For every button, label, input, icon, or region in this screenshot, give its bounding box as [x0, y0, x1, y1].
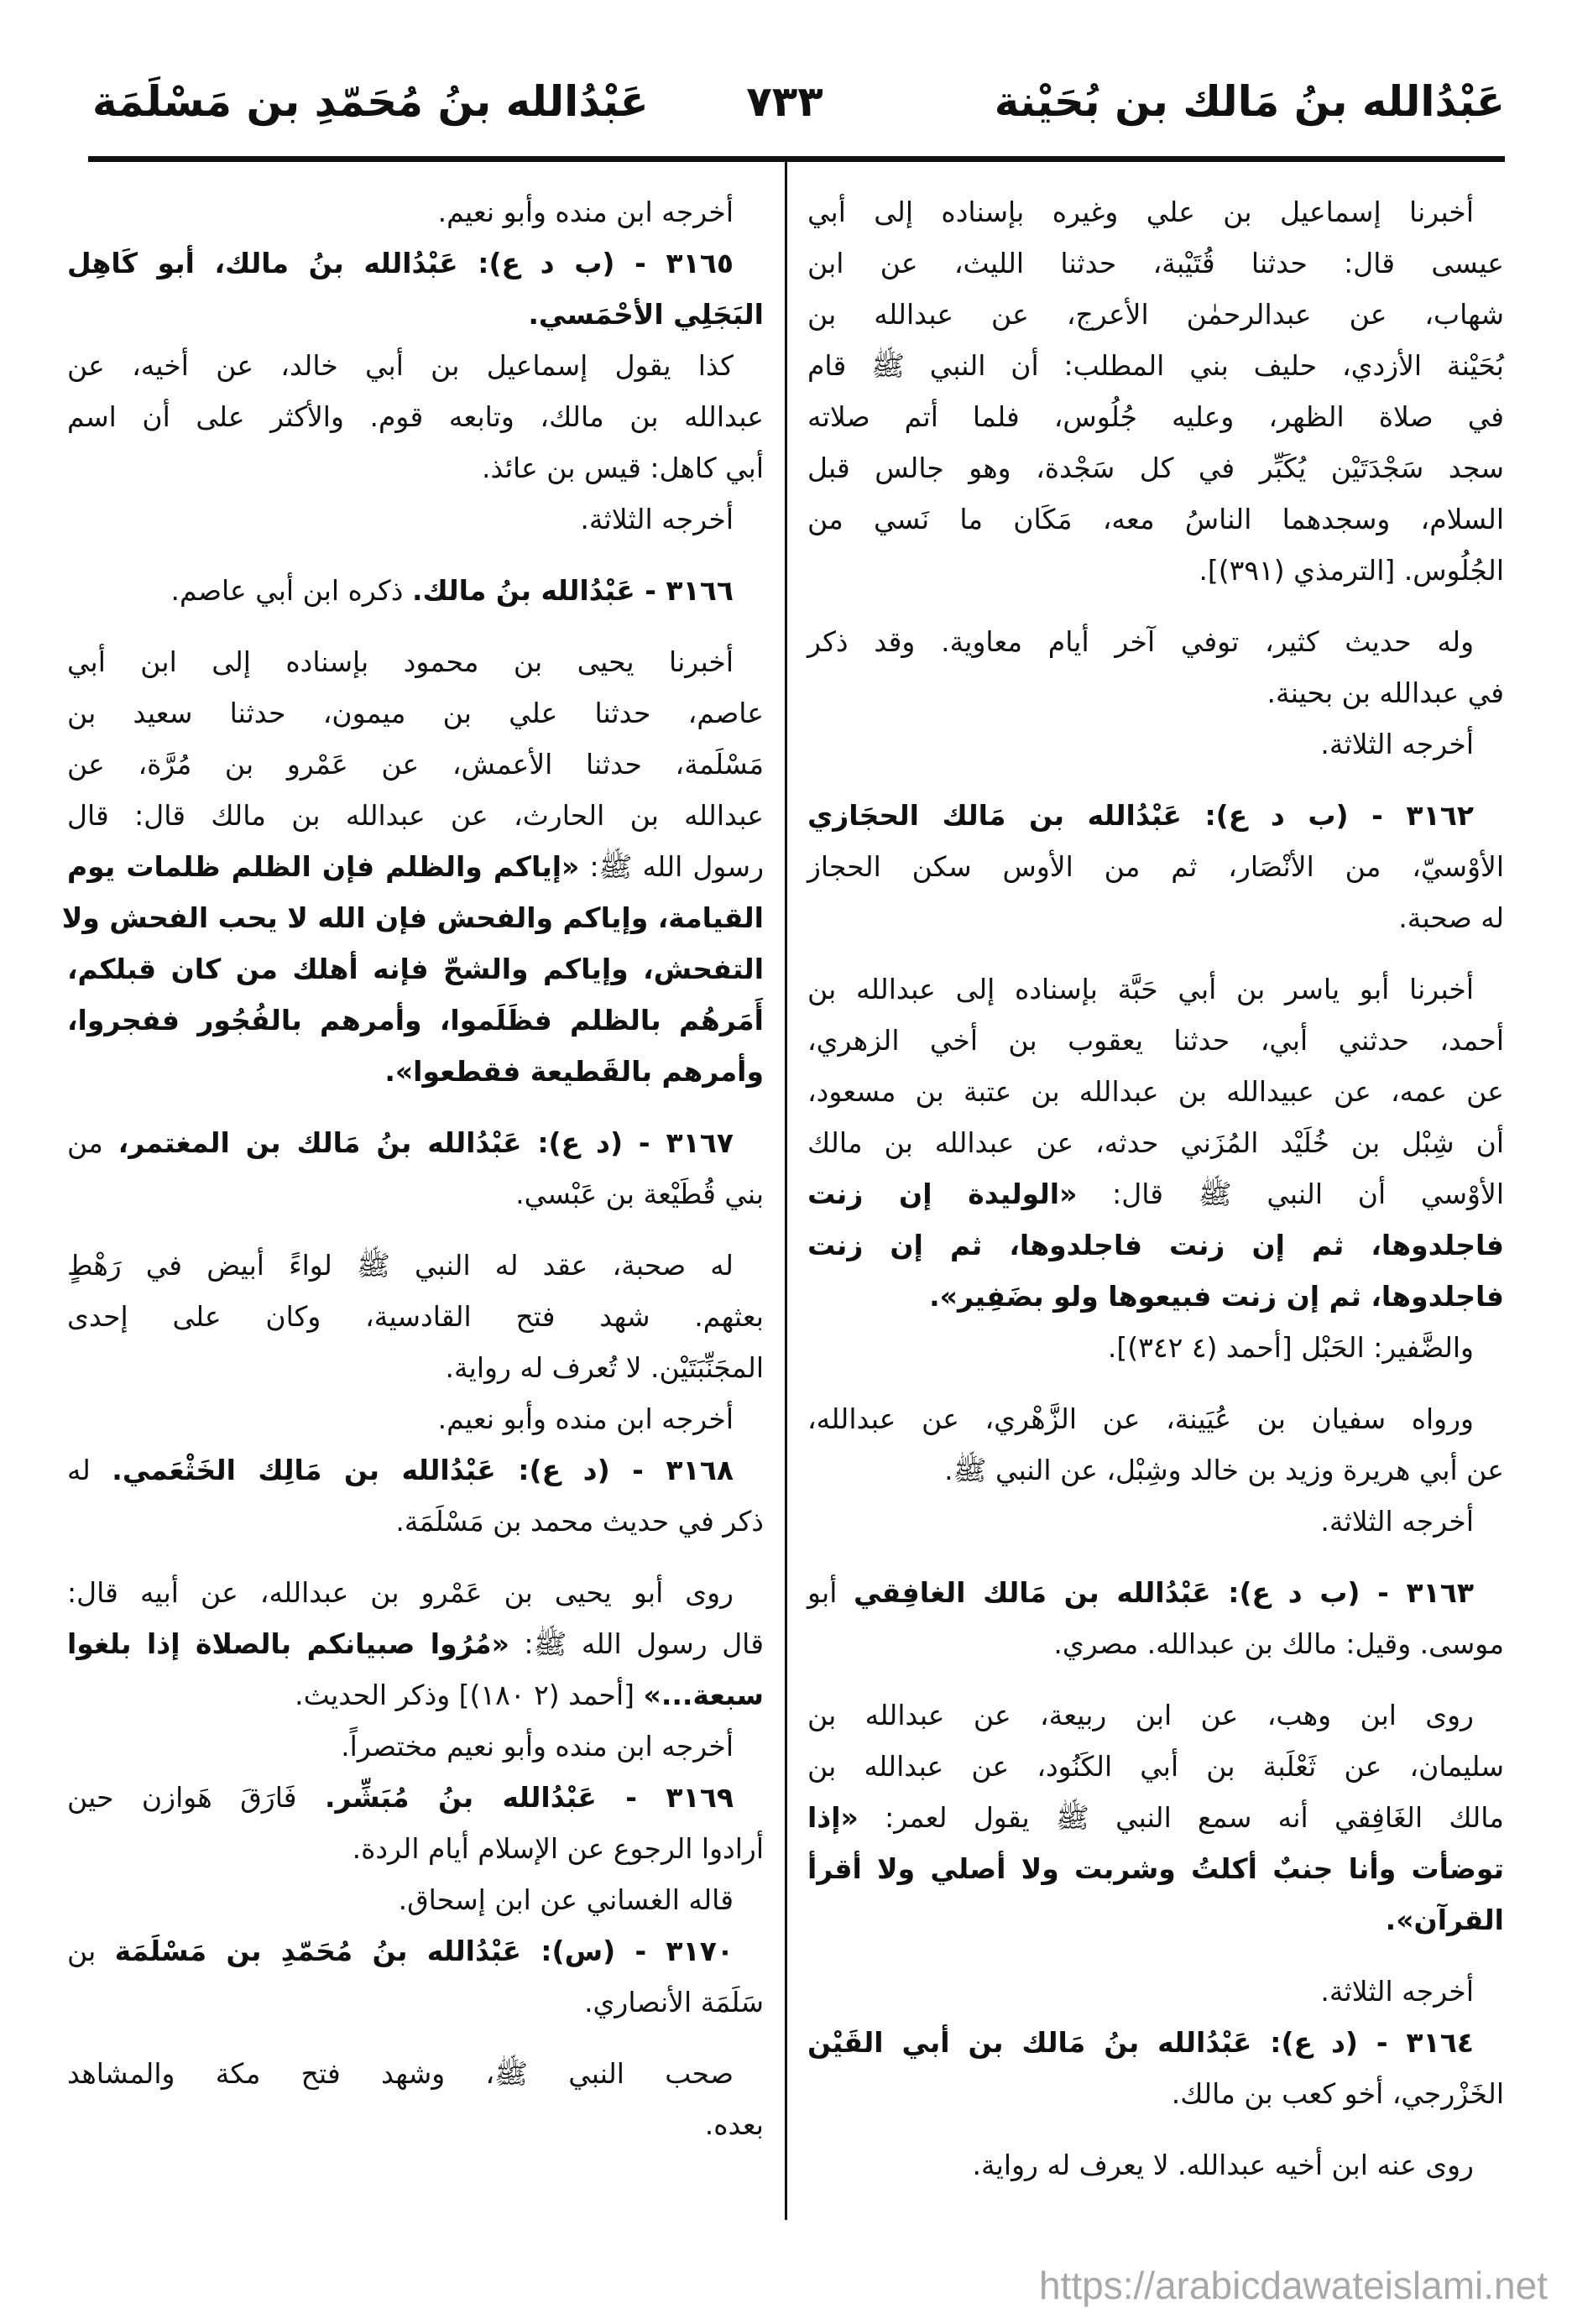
text-line: [67, 1046, 764, 1097]
body-text: أخبرنا إسماعيل بن علي وغيره بإسناده إلى أبي: [807, 196, 1474, 228]
body-text: ذكره ابن أبي عاصم.: [170, 574, 412, 607]
text-block: [807, 1567, 1504, 1669]
body-text: مالك الغَافِقي أنه سمع النبي ﷺ يقول لعمر:: [858, 1801, 1504, 1834]
text-block: [67, 565, 764, 616]
bold-text: ٣١٦٤ - (د ع): عَبْدُالله بنُ مَالك بن أبي القَيْن: [807, 2026, 1474, 2059]
paragraph: [807, 186, 1504, 596]
text-line: [67, 1117, 764, 1168]
body-text: أخرجه ابن منده وأبو نعيم.: [437, 1402, 734, 1435]
paragraph: [67, 494, 764, 545]
body-text: سَلَمَة الأنصاري.: [584, 1986, 764, 2018]
body-text: السلام، وسجدهما الناسُ معه، مَكَان ما نَسي من: [807, 503, 1504, 535]
watermark-url: https://arabicdawateislami.net: [1039, 2264, 1548, 2307]
text-line: [807, 442, 1504, 494]
text-line: [807, 790, 1504, 841]
text-line: [807, 2017, 1504, 2068]
text-line: [67, 995, 764, 1046]
text-line: [67, 1772, 764, 1823]
text-line: [807, 2068, 1504, 2119]
bold-text: ٣١٦٥ - (ب د ع): عَبْدُالله بنُ مالك، أبو كَاهِل: [67, 247, 734, 279]
paragraph: [807, 1966, 1504, 2017]
paragraph: [807, 616, 1504, 718]
text-line: [67, 1240, 764, 1291]
text-line: [807, 391, 1504, 442]
text-block: [807, 186, 1504, 596]
text-line: [67, 1393, 764, 1444]
entry-paragraph: [67, 1444, 764, 1547]
body-text: ورواه سفيان بن عُيَينة، عن الزَّهْري، عن عبدالله،: [807, 1402, 1474, 1435]
bold-text: أَمَرهُم بالظلم فظَلَموا، وأمرهم بالفُجُور ففجروا،: [67, 1004, 764, 1037]
text-line: [67, 2099, 764, 2150]
text-line: [67, 687, 764, 739]
text-line: [807, 1271, 1504, 1322]
text-line: [67, 1342, 764, 1393]
bold-text: البَجَلِي الأحْمَسي.: [528, 298, 764, 331]
text-line: [67, 186, 764, 238]
bold-text: القيامة، وإياكم والفحش فإن الله لا يحب الفحش ولا: [61, 901, 764, 934]
text-line: [67, 841, 764, 892]
text-line: [67, 790, 764, 841]
paragraph: [807, 1393, 1504, 1496]
paragraph: [67, 1874, 764, 1925]
entry-paragraph: [807, 1567, 1504, 1669]
text-line: [807, 1567, 1504, 1618]
text-line: [67, 391, 764, 442]
text-block: [807, 2139, 1504, 2191]
text-line: [67, 943, 764, 995]
text-line: [807, 841, 1504, 892]
bold-text: وأمرهم بالقَطيعة فقطعوا».: [384, 1055, 764, 1088]
body-text: أبو: [807, 1576, 854, 1609]
text-line: [67, 238, 764, 289]
paragraph: [61, 636, 765, 1097]
paragraph: [67, 1567, 764, 1721]
body-text: كذا يقول إسماعيل بن أبي خالد، عن أخيه، عن: [67, 349, 734, 382]
bold-text: «إياكم والظلم فإن الظلم ظلمات يوم: [67, 850, 580, 883]
text-line: [67, 565, 764, 616]
text-line: [807, 1792, 1504, 1843]
text-line: [807, 964, 1504, 1015]
text-block: [67, 2048, 764, 2150]
text-line: [67, 1618, 764, 1669]
body-text: عبدالله بن الحارث، عن عبدالله بن مالك قال: قال: [67, 799, 764, 832]
bold-text: ٣١٦٨ - (د ع): عَبْدُالله بن مَالِك الخَثْعَمي.: [112, 1454, 734, 1486]
body-text: أخرجه الثلاثة.: [1320, 1505, 1474, 1538]
body-text: أخبرنا يحيى بن محمود بإسناده إلى ابن أبي: [67, 645, 734, 678]
text-line: [807, 1741, 1504, 1792]
text-line: [67, 1496, 764, 1547]
text-line: [807, 1393, 1504, 1444]
text-line: [67, 442, 764, 494]
body-text: الخَزْرجي، أخو كعب بن مالك.: [1171, 2077, 1504, 2110]
body-text: سليمان، عن ثَعْلَبة بن أبي الكَنُود، عن عبدالله بن: [807, 1750, 1504, 1783]
body-text: أخرجه الثلاثة.: [1320, 1975, 1474, 2008]
body-text: المجَنِّبَتَيْن. لا تُعرف له رواية.: [445, 1351, 764, 1384]
paragraph: [807, 1322, 1504, 1373]
body-text: أبي كاهل: قيس بن عائذ.: [482, 452, 764, 484]
body-text: مَسْلَمة، حدثنا الأعمش، عن عَمْرو بن مُرَّة، عن: [67, 748, 764, 781]
body-text: وله حديث كثير، توفي آخر أيام معاوية. وقد ذكر: [807, 625, 1474, 658]
bold-text: ٣١٦٣ - (ب د ع): عَبْدُالله بن مَالك الغافِقي: [854, 1576, 1475, 1609]
body-text: رسول الله ﷺ:: [579, 850, 765, 883]
text-line: [807, 545, 1504, 596]
text-block: [61, 636, 765, 1097]
body-text: روى ابن وهب، عن ابن ربيعة، عن عبدالله بن: [807, 1699, 1474, 1731]
body-text: الأوْسي أن النبي ﷺ قال:: [1077, 1178, 1504, 1210]
body-text: [أحمد (٢ ١٨٠)] وذكر الحديث.: [295, 1679, 644, 1711]
entry-paragraph: [67, 1117, 764, 1219]
text-line: [67, 636, 764, 687]
entry-paragraph: [807, 2017, 1504, 2119]
text-line: [807, 1168, 1504, 1219]
body-text: له: [67, 1454, 112, 1486]
column-divider: [785, 159, 787, 2220]
bold-text: سبعة...»: [643, 1679, 764, 1711]
entry-paragraph: [67, 238, 764, 340]
paragraph: [807, 1689, 1504, 1945]
bold-text: توضأت وأنا جنبٌ أكلتُ وشربت ولا أصلي ولا أقرأ: [807, 1852, 1504, 1885]
text-line: [67, 2048, 764, 2099]
paragraph: [807, 2139, 1504, 2191]
body-text: روى أبو يحيى بن عَمْرو بن عبدالله، عن أبيه قال:: [67, 1576, 734, 1609]
body-text: أحمد، حدثني أبي، حدثنا يعقوب بن أخي الزهري،: [807, 1024, 1504, 1057]
body-text: أخرجه الثلاثة.: [1320, 728, 1474, 760]
text-line: [807, 1322, 1504, 1373]
paragraph: [67, 1721, 764, 1772]
bold-text: ٣١٦٧ - (د ع): عَبْدُالله بنُ مَالك بن المغتمر،: [118, 1126, 734, 1159]
text-line: [807, 1444, 1504, 1496]
paragraph: [807, 964, 1504, 1322]
text-block: [807, 1966, 1504, 2119]
text-line: [807, 1219, 1504, 1271]
entry-paragraph: [807, 790, 1504, 943]
body-text: شهاب، عن عبدالرحمٰن الأعرج، عن عبدالله بن: [807, 298, 1504, 331]
text-line: [807, 1618, 1504, 1669]
paragraph: [67, 186, 764, 238]
text-line: [67, 494, 764, 545]
body-text: روى عنه ابن أخيه عبدالله. لا يعرف له رواية.: [972, 2149, 1474, 2181]
body-text: عن عمه، عن عبيدالله بن عبدالله بن عتبة بن مسعود،: [807, 1075, 1504, 1108]
bold-text: ٣١٦٩ - عَبْدُالله بنُ مُبَشِّر.: [325, 1781, 734, 1814]
paragraph: [67, 1393, 764, 1444]
text-line: [67, 1721, 764, 1772]
text-block: [67, 1240, 764, 1547]
body-text: بعده.: [704, 2108, 764, 2141]
bold-text: ٣١٦٦ - عَبْدُالله بنُ مالك.: [411, 574, 734, 607]
running-header-right: عَبْدُالله بنُ مَالك بن بُحَيْنة: [994, 77, 1505, 126]
body-text: من: [67, 1126, 118, 1159]
text-block: [807, 790, 1504, 943]
text-line: [67, 1444, 764, 1496]
body-text: والضَّفير: الحَبْل [أحمد (٤ ٣٤٢)].: [1107, 1331, 1474, 1364]
text-block: [67, 1567, 764, 2028]
body-text: عبدالله بن مالك، وتابعه قوم. والأكثر على أن اسم: [67, 400, 764, 433]
text-line: [67, 289, 764, 340]
body-text: في صلاة الظهر، وعليه جُلُوس، فلما أتم صلاته: [807, 400, 1504, 433]
running-header-left: عَبْدُالله بنُ مُحَمّدِ بن مَسْلَمَة: [92, 77, 649, 126]
body-text: أرادوا الرجوع عن الإسلام أيام الردة.: [352, 1832, 764, 1865]
text-line: [807, 667, 1504, 718]
text-line: [807, 186, 1504, 238]
text-block: [807, 964, 1504, 1373]
bold-text: «إذا: [807, 1801, 859, 1834]
text-line: [67, 1291, 764, 1342]
text-line: [67, 1874, 764, 1925]
text-block: [807, 1393, 1504, 1547]
right-column: [807, 186, 1504, 2211]
body-text: أخرجه ابن منده وأبو نعيم مختصراً.: [341, 1730, 734, 1763]
entry-paragraph: [67, 565, 764, 616]
text-line: [807, 340, 1504, 391]
text-block: [67, 186, 764, 545]
body-text: قاله الغساني عن ابن إسحاق.: [398, 1883, 734, 1916]
body-text: الجُلُوس. [الترمذي (٣٩١)].: [1199, 554, 1504, 587]
text-line: [67, 340, 764, 391]
entry-paragraph: [67, 1925, 764, 2028]
body-text: أخرجه ابن منده وأبو نعيم.: [437, 196, 734, 228]
bold-text: فاجلدوها، ثم إن زنت فبيعوها ولو بضَفِير».: [929, 1280, 1504, 1313]
body-text: عيسى قال: حدثنا قُتَيْبة، حدثنا الليث، عن ابن: [807, 247, 1504, 279]
bold-text: التفحش، وإياكم والشحّ فإنه أهلك من كان قبلكم،: [67, 953, 764, 985]
text-line: [807, 238, 1504, 289]
text-line: [807, 1843, 1504, 1894]
text-line: [67, 1925, 764, 1977]
text-line: [807, 1894, 1504, 1945]
bold-text: «الوليدة إن زنت: [807, 1178, 1078, 1210]
paragraph: [807, 1496, 1504, 1547]
text-line: [807, 1966, 1504, 2017]
text-line: [67, 1168, 764, 1219]
text-line: [67, 1823, 764, 1874]
text-line: [807, 1015, 1504, 1066]
left-column: [61, 186, 765, 2170]
body-text: ذكر في حديث محمد بن مَسْلَمَة.: [395, 1505, 764, 1538]
body-text: صحب النبي ﷺ، وشهد فتح مكة والمشاهد: [67, 2057, 734, 2090]
body-text: بعثهم. شهد فتح القادسية، وكان على إحدى: [67, 1300, 764, 1333]
text-line: [807, 616, 1504, 667]
text-block: [67, 1117, 764, 1219]
entry-paragraph: [67, 1772, 764, 1874]
text-line: [807, 1689, 1504, 1741]
text-block: [807, 616, 1504, 770]
body-text: أخرجه الثلاثة.: [580, 503, 734, 535]
paragraph: [67, 1240, 764, 1393]
bold-text: ٣١٦٢ - (ب د ع): عَبْدُالله بن مَالك الحجَازي: [807, 799, 1474, 832]
text-line: [67, 1977, 764, 2028]
body-text: فَارَقَ هَوازن حين: [67, 1781, 325, 1814]
text-line: [807, 1066, 1504, 1117]
bold-text: القرآن».: [1385, 1904, 1504, 1936]
paragraph: [67, 2048, 764, 2150]
body-text: قال رسول الله ﷺ:: [509, 1627, 764, 1660]
body-text: بُحَيْنة الأزدي، حليف بني المطلب: أن النبي ﷺ قام: [807, 349, 1504, 382]
text-line: [807, 1117, 1504, 1168]
text-line: [807, 718, 1504, 770]
text-line: [67, 1669, 764, 1721]
text-line: [67, 1567, 764, 1618]
body-text: الأوْسيّ، من الأنْصَار، ثم من الأوس سكن الحجاز: [807, 850, 1504, 883]
paragraph: [807, 718, 1504, 770]
body-text: بن: [67, 1935, 115, 1967]
text-block: [807, 1689, 1504, 1945]
text-line: [67, 739, 764, 790]
body-text: بني قُطَيْعة بن عَبْسي.: [515, 1178, 764, 1210]
body-text: له صحبة.: [1398, 901, 1504, 934]
text-line: [807, 892, 1504, 943]
text-line: [807, 1496, 1504, 1547]
bold-text: «مُرُوا صبيانكم بالصلاة إذا بلغوا: [67, 1627, 509, 1660]
text-line: [807, 289, 1504, 340]
body-text: عن أبي هريرة وزيد بن خالد وشِبْل، عن النبي ﷺ.: [944, 1454, 1504, 1486]
bold-text: فاجلدوها، ثم إن زنت فاجلدوها، ثم إن زنت: [807, 1229, 1504, 1261]
body-text: أخبرنا أبو ياسر بن أبي حَبَّة بإسناده إلى عبدالله بن: [807, 973, 1474, 1005]
body-text: له صحبة، عقد له النبي ﷺ لواءً أبيض في رَهْطٍ: [67, 1249, 734, 1282]
text-line: [807, 2139, 1504, 2191]
page-number: ٧٣٣: [746, 77, 823, 126]
body-text: سجد سَجْدَتَيْن يُكَبِّر في كل سَجْدة، وهو جالس قبل: [807, 452, 1504, 484]
body-text: عاصم، حدثنا علي بن ميمون، حدثنا سعيد بن: [67, 697, 764, 729]
text-line: [807, 494, 1504, 545]
body-text: أن شِبْل بن خُلَيْد المُزَني حدثه، عن عبدالله بن مالك: [807, 1126, 1504, 1159]
header-rule: [88, 156, 1505, 162]
paragraph: [67, 340, 764, 494]
body-text: موسى. وقيل: مالك بن عبدالله. مصري.: [1053, 1627, 1504, 1660]
text-line: [61, 892, 764, 943]
bold-text: ٣١٧٠ - (س): عَبْدُالله بنُ مُحَمّدِ بن مَسْلَمَة: [114, 1935, 734, 1967]
body-text: في عبدالله بن بحينة.: [1266, 676, 1504, 709]
